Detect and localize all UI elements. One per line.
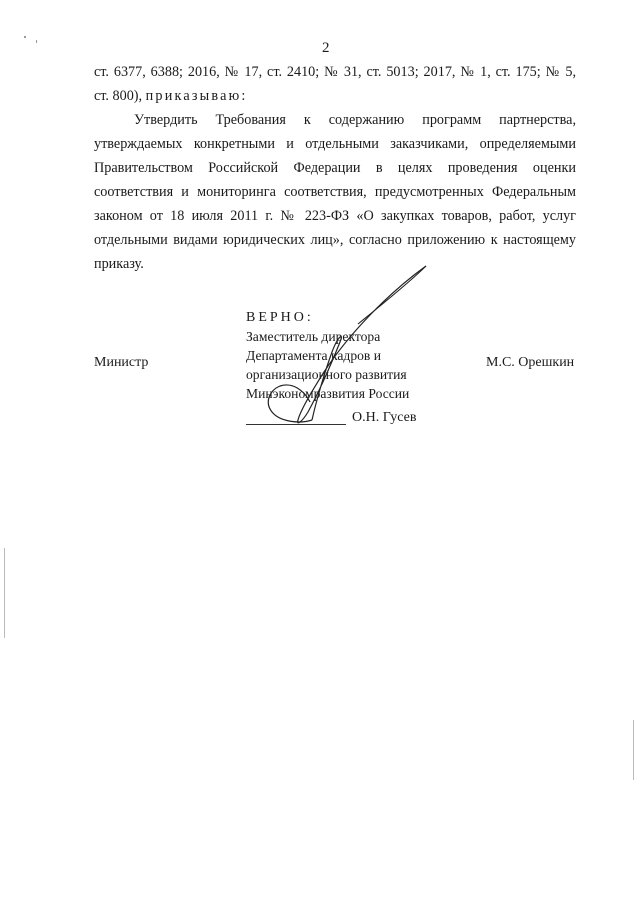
certification-block — [246, 308, 409, 403]
verno-label: ВЕРНО: — [246, 310, 314, 325]
scan-edge-line — [4, 548, 5, 638]
signature-line — [246, 424, 346, 425]
page-number: 2 — [322, 40, 330, 56]
scan-dot — [36, 40, 37, 43]
order-word: приказываю: — [145, 88, 248, 104]
body-line-9: приказу. — [94, 256, 144, 272]
body-line-2 — [94, 86, 576, 106]
minister-title: Министр — [94, 355, 149, 370]
cert-title-line-1: Заместитель директора — [246, 329, 381, 344]
body-line-2-ref: ст. 800), — [94, 88, 143, 104]
body-line-8: отдельными видами юридических лиц», согласно приложению к настоящему — [94, 232, 576, 248]
cert-title-line-2: Департамента кадров и — [246, 348, 382, 363]
cert-title-line-3: организационного развития — [246, 367, 407, 382]
body-line-4: утверждаемых конкретными и отдельными заказчиками, определяемыми — [94, 136, 576, 152]
scan-dot — [24, 36, 26, 38]
minister-name: М.С. Орешкин — [486, 355, 575, 370]
certifier-name: О.Н. Гусев — [352, 410, 417, 425]
body-line-5: Правительством Российской Федерации в целях проведения оценки — [94, 160, 576, 176]
body-line-3: Утвердить Требования к содержанию программ партнерства, — [134, 112, 576, 128]
scan-edge-line — [633, 720, 634, 780]
cert-title-line-4: Минэкономразвития России — [246, 386, 410, 401]
body-line-7: законом от 18 июля 2011 г. № 223-ФЗ «О закупках товаров, работ, услуг — [94, 208, 576, 224]
body-line-6: соответствия и мониторинга соответствия, предусмотренных Федеральным — [94, 184, 576, 200]
body-line-1: ст. 6377, 6388; 2016, № 17, ст. 2410; № 31, ст. 5013; 2017, № 1, ст. 175; № 5, — [94, 64, 576, 80]
